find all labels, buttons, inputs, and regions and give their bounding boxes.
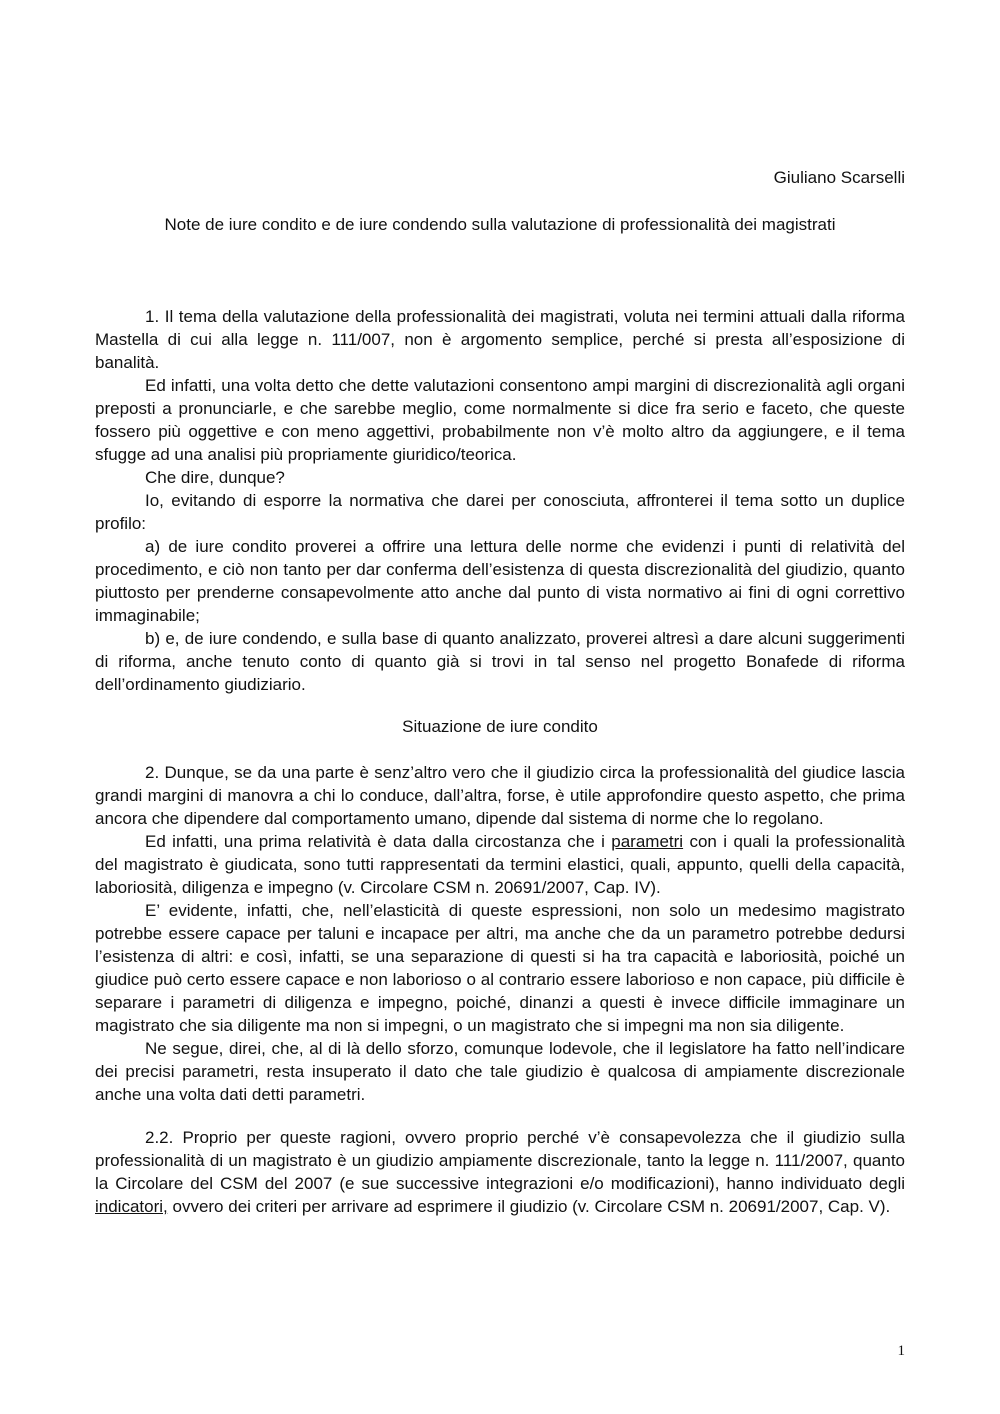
paragraph-text: con i quali la professionalità del magistrato è giudicata, sono tutti rappresentati da termini elastici, quali, appunto, quelli della capacità, laboriosità, diligenza e impegno (v. Circolare CSM n. 20691/2007, Cap. IV). — [95, 832, 905, 897]
paragraph-text: ovvero dei criteri per arrivare ad esprimere il giudizio (v. Circolare CSM n. 20691/2007, Cap. V). — [167, 1197, 891, 1216]
paragraph: E’ evidente, infatti, che, nell’elasticità di queste espressioni, non solo un medesimo magistrato potrebbe essere capace per taluni e incapace per altri, ma anche che da un parametro potrebbe dedursi l’esistenza di altri: e così, infatti, se una separazione di questi si ha tra capacità e laboriosità, poiché un giudice può certo essere capace e non laborioso o al contrario essere laborioso e non capace, più difficile è separare i parametri di diligenza e impegno, poiché, dinanzi a questi è invece difficile immaginare un magistrato che sia diligente ma non si impegni, o un magistrato che si impegni ma non sia diligente. — [95, 901, 905, 1035]
paragraph-item-b: b) e, de iure condendo, e sulla base di quanto analizzato, proverei altresì a dare alcuni suggerimenti di riforma, anche tenuto conto di quanto già si trovi in tal senso nel progetto Bonafede di riforma dell’ordinamento giudiziario. — [95, 629, 905, 694]
paragraph: 1. Il tema della valutazione della professionalità dei magistrati, voluta nei termini attuali dalla riforma Mastella di cui alla legge n. 111/007, non è argomento semplice, perché si presta all’esposizione di banalità. — [95, 307, 905, 372]
underlined-term-indicatori: indicatori, — [95, 1197, 168, 1216]
paragraph: Ed infatti, una volta detto che dette valutazioni consentono ampi margini di discrezionalità agli organi preposti a pronunciarle, e che sarebbe meglio, come normalmente si dice fra serio e faceto, che queste fossero più oggettive e con meno aggettivi, probabilmente non v’è molto altro da aggiungere, e il tema sfugge ad una analisi più propriamente giuridico/teorica. — [95, 376, 905, 464]
document-body — [95, 305, 905, 1218]
paragraph: Ne segue, direi, che, al di là dello sforzo, comunque lodevole, che il legislatore ha fatto nell’indicare dei precisi parametri, resta insuperato il dato che tale giudizio è qualcosa di ampiamente discrezionale anche una volta dati detti parametri. — [95, 1039, 905, 1104]
paragraph-text: 2.2. Proprio per queste ragioni, ovvero proprio perché v’è consapevolezza che il giudizio sulla professionalità di un magistrato è un giudizio ampiamente discrezionale, tanto la legge n. 111/2007, quanto la Circolare del CSM del 2007 (e sue successive integrazioni e/o modificazioni), hanno individuato degli — [95, 1128, 905, 1193]
page-number: 1 — [897, 1343, 905, 1359]
paragraph: Che dire, dunque? — [145, 468, 285, 487]
document-title: Note de iure condito e de iure condendo sulla valutazione di professionalità dei magistrati — [164, 215, 836, 234]
paragraph: Io, evitando di esporre la normativa che darei per conosciuta, affronterei il tema sotto un duplice profilo: — [95, 491, 905, 533]
section-heading: Situazione de iure condito — [402, 717, 598, 736]
underlined-term-parametri: parametri — [611, 832, 684, 851]
author-name: Giuliano Scarselli — [773, 168, 905, 187]
paragraph-text: Ed infatti, una prima relatività è data dalla circostanza che i — [145, 832, 612, 851]
paragraph — [95, 830, 905, 899]
paragraph — [95, 1126, 905, 1218]
paragraph: 2. Dunque, se da una parte è senz’altro vero che il giudizio circa la professionalità del giudice lascia grandi margini di manovra a chi lo conduce, dall’altra, forse, è utile approfondire questo aspetto, che prima ancora che dipendere dal comportamento umano, dipende dal sistema di norme che lo regolano. — [95, 763, 905, 828]
paragraph-item-a: a) de iure condito proverei a offrire una lettura delle norme che evidenzi i punti di relatività del procedimento, e ciò non tanto per dar conferma dell’esistenza di questa discrezionalità del giudizio, quanto piuttosto per prenderne consapevolmente atto anche dal punto di vista normativo ai fini di ogni correttivo immaginabile; — [95, 537, 905, 625]
